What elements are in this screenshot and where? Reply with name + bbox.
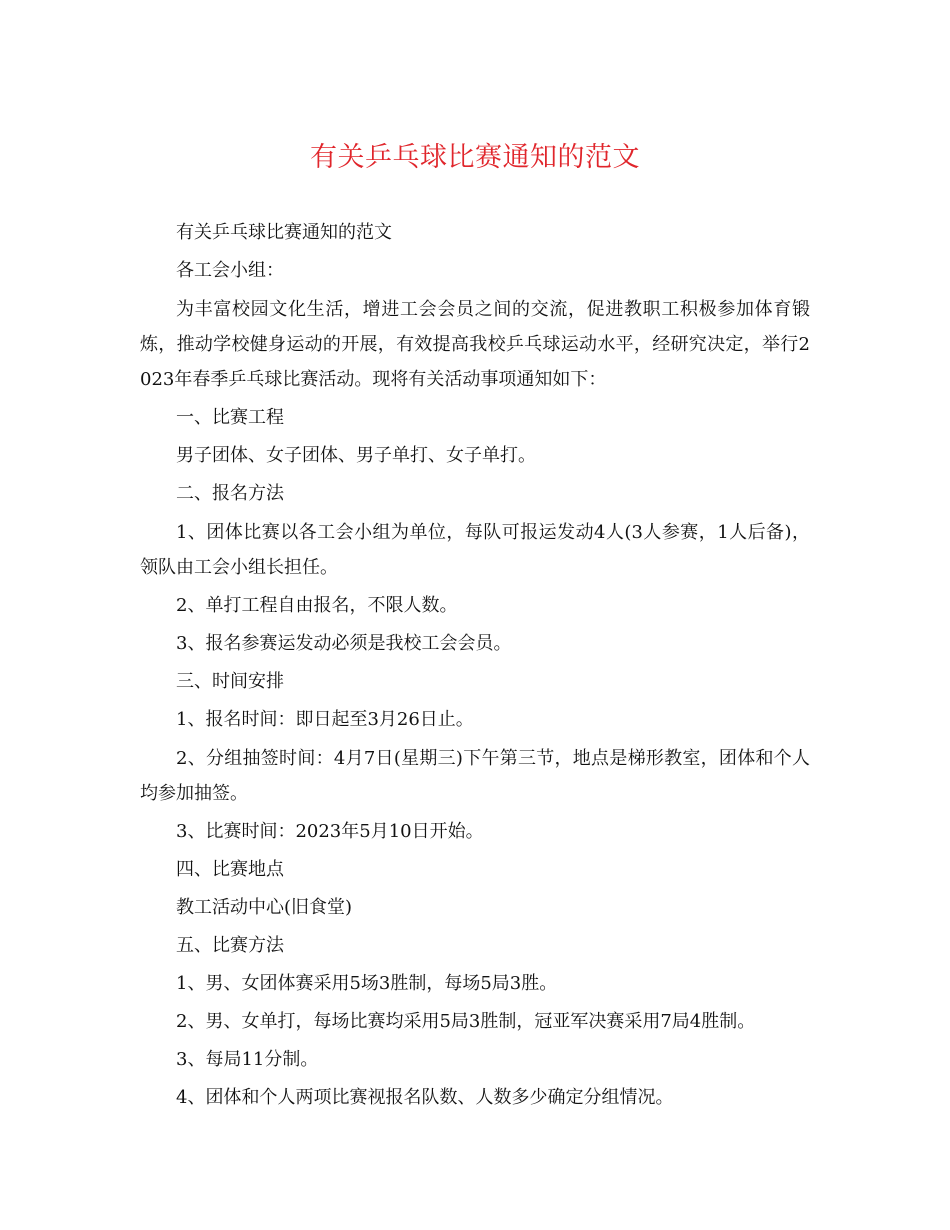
- paragraph-registration-3: 3、报名参赛运发动必须是我校工会会员。: [176, 633, 512, 654]
- section-heading-registration: 二、报名方法: [176, 483, 284, 504]
- paragraph-events: 男子团体、女子团体、男子单打、女子单打。: [176, 445, 536, 466]
- paragraph-intro: 为丰富校园文化生活，增进工会会员之间的交流，促进教职工积极参加体育锻炼，推动学校健身运动的开展，有效提高我校乒乓球运动水平，经研究决定，举行2023年春季乒乓球比赛活动。现将有关活动事项通知如下：: [140, 299, 810, 390]
- paragraph-schedule-2: 2、分组抽签时间：4月7日(星期三)下午第三节，地点是梯形教室，团体和个人均参加抽签。: [140, 748, 810, 804]
- paragraph-format-2: 2、男、女单打，每场比赛均采用5局3胜制，冠亚军决赛采用7局4胜制。: [176, 1011, 756, 1032]
- paragraph-subtitle: 有关乒乓球比赛通知的范文: [176, 222, 392, 243]
- paragraph-registration-2: 2、单打工程自由报名，不限人数。: [176, 595, 458, 616]
- paragraph-schedule-3: 3、比赛时间：2023年5月10日开始。: [176, 821, 484, 842]
- paragraph-format-3: 3、每局11分制。: [176, 1049, 319, 1070]
- paragraph-schedule-1: 1、报名时间：即日起至3月26日止。: [176, 709, 474, 730]
- section-heading-events: 一、比赛工程: [176, 407, 284, 428]
- paragraph-format-1: 1、男、女团体赛采用5场3胜制，每场5局3胜。: [176, 973, 558, 994]
- paragraph-registration-1: 1、团体比赛以各工会小组为单位，每队可报运发动4人(3人参赛，1人后备)，领队由工会小组长担任。: [140, 522, 810, 578]
- section-heading-schedule: 三、时间安排: [176, 671, 284, 692]
- section-heading-venue: 四、比赛地点: [176, 859, 284, 880]
- paragraph-format-4: 4、团体和个人两项比赛视报名队数、人数多少确定分组情况。: [176, 1087, 674, 1108]
- document-body: [140, 216, 810, 1119]
- section-heading-format: 五、比赛方法: [176, 935, 284, 956]
- paragraph-venue: 教工活动中心(旧食堂): [176, 897, 353, 918]
- document-title: 有关乒乓球比赛通知的范文: [310, 142, 640, 173]
- paragraph-salutation: 各工会小组：: [176, 260, 284, 281]
